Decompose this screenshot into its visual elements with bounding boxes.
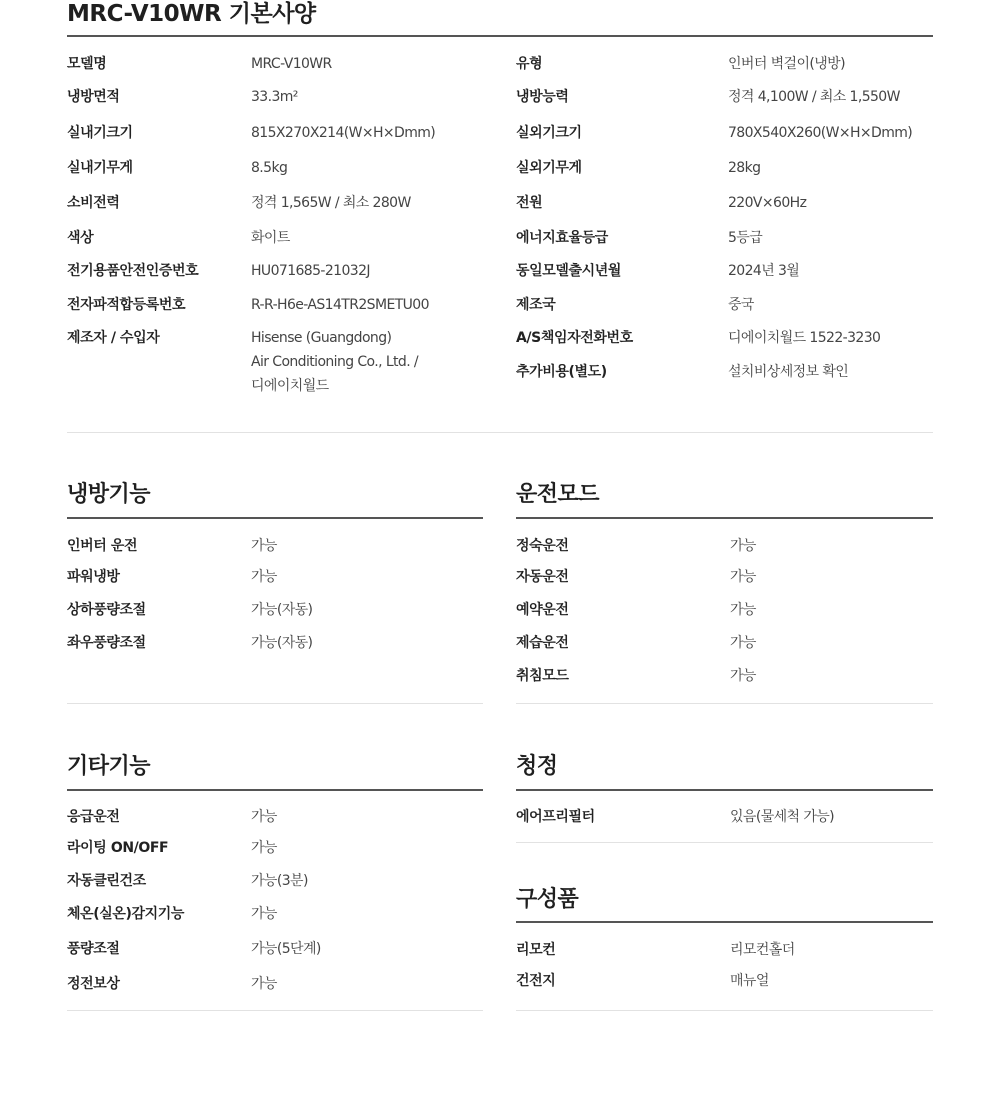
cooling-value-inverter: 가능 [251, 538, 277, 554]
parts-label-battery: 건전지 [516, 973, 556, 989]
spec-value-power-source: 220V×60Hz [728, 195, 807, 211]
etc-value-temp-sense: 가능 [251, 906, 277, 922]
clean-bottom-divider [516, 842, 933, 843]
cooling-value-vertical-airflow: 가능(자동) [251, 602, 313, 618]
title-divider [67, 35, 933, 37]
spec-value-cooling-capacity: 정격 4,100W / 최소 1,550W [728, 89, 900, 105]
section-divider-cooling [67, 517, 483, 519]
spec-label-indoor-size: 실내기크기 [67, 125, 133, 141]
etc-label-airflow: 풍량조절 [67, 941, 120, 957]
etc-value-emergency: 가능 [251, 809, 277, 825]
etc-value-airflow: 가능(5단계) [251, 941, 321, 957]
spec-label-release-date: 동일모델출시년월 [516, 263, 621, 279]
spec-label-safety-cert: 전기용품안전인증번호 [67, 263, 199, 279]
spec-label-energy-grade: 에너지효율등급 [516, 230, 608, 246]
section-title-parts: 구성품 [516, 887, 579, 912]
spec-value-indoor-weight: 8.5kg [251, 160, 288, 176]
spec-value-outdoor-size: 780X540X260(W×H×Dmm) [728, 125, 913, 141]
section-divider-clean [516, 789, 933, 791]
parts-value-manual: 매뉴얼 [730, 973, 769, 989]
etc-label-emergency: 응급운전 [67, 809, 120, 825]
spec-value-energy-grade: 5등급 [728, 230, 763, 246]
spec-label-country: 제조국 [516, 297, 556, 313]
spec-label-power-source: 전원 [516, 195, 543, 211]
spec-value-safety-cert: HU071685-21032J [251, 263, 370, 279]
spec-value-release-date: 2024년 3월 [728, 263, 800, 279]
mode-bottom-divider [516, 703, 933, 704]
spec-label-outdoor-size: 실외기크기 [516, 125, 582, 141]
section-title-clean: 청정 [516, 754, 558, 779]
spec-value-extra-cost: 설치비상세정보 확인 [728, 364, 849, 380]
spec-value-power: 정격 1,565W / 최소 280W [251, 195, 411, 211]
mode-value-quiet: 가능 [730, 538, 756, 554]
cooling-value-power-cooling: 가능 [251, 569, 277, 585]
mode-value-dehumidify: 가능 [730, 635, 756, 651]
spec-value-manufacturer-line2: Air Conditioning Co., Ltd. / [251, 354, 419, 370]
spec-label-cooling-capacity: 냉방능력 [516, 89, 569, 105]
mode-label-dehumidify: 제습운전 [516, 635, 569, 651]
spec-value-color: 화이트 [251, 230, 290, 246]
etc-label-power-failure: 정전보상 [67, 976, 120, 992]
spec-value-model: MRC-V10WR [251, 56, 332, 72]
mode-label-auto: 자동운전 [516, 569, 569, 585]
section-divider-mode [516, 517, 933, 519]
spec-value-outdoor-weight: 28kg [728, 160, 761, 176]
mode-value-reservation: 가능 [730, 602, 756, 618]
spec-label-extra-cost: 추가비용(별도) [516, 364, 607, 380]
section-divider-etc [67, 789, 483, 791]
parts-value-remote-holder: 리모컨홀더 [730, 942, 795, 958]
spec-label-indoor-weight: 실내기무게 [67, 160, 133, 176]
mode-label-quiet: 정숙운전 [516, 538, 569, 554]
spec-label-type: 유형 [516, 56, 543, 72]
cooling-label-inverter: 인버터 운전 [67, 538, 138, 554]
spec-value-manufacturer-line1: Hisense (Guangdong) [251, 330, 392, 346]
etc-label-temp-sense: 체온(실온)감지기능 [67, 906, 184, 922]
etc-value-auto-clean: 가능(3분) [251, 873, 308, 889]
spec-label-area: 냉방면적 [67, 89, 120, 105]
cooling-label-vertical-airflow: 상하풍량조절 [67, 602, 146, 618]
spec-label-emc-reg: 전자파적합등록번호 [67, 297, 186, 313]
cooling-bottom-divider [67, 703, 483, 704]
spec-label-power: 소비전력 [67, 195, 120, 211]
clean-value-filter: 있음(물세척 가능) [730, 809, 835, 825]
spec-value-type: 인버터 벽걸이(냉방) [728, 56, 845, 72]
section-divider-parts [516, 921, 933, 923]
section-title-etc: 기타기능 [67, 754, 151, 779]
cooling-value-horizontal-airflow: 가능(자동) [251, 635, 313, 651]
spec-label-model: 모델명 [67, 56, 107, 72]
spec-value-manufacturer-line3: 디에이치월드 [251, 378, 329, 394]
spec-label-color: 색상 [67, 230, 94, 246]
etc-value-power-failure: 가능 [251, 976, 277, 992]
etc-label-auto-clean: 자동클린건조 [67, 873, 146, 889]
basic-spec-bottom-divider [67, 432, 933, 433]
spec-value-emc-reg: R-R-H6e-AS14TR2SMETU00 [251, 297, 429, 313]
section-title-cooling: 냉방기능 [67, 482, 151, 507]
etc-value-lighting: 가능 [251, 840, 277, 856]
mode-value-sleep: 가능 [730, 668, 756, 684]
spec-value-as-phone: 디에이치월드 1522-3230 [728, 330, 881, 346]
spec-label-as-phone: A/S책임자전화번호 [516, 330, 633, 346]
spec-value-area: 33.3m² [251, 89, 298, 105]
spec-value-country: 중국 [728, 297, 754, 313]
mode-value-auto: 가능 [730, 569, 756, 585]
etc-label-lighting: 라이팅 ON/OFF [67, 840, 169, 856]
page-title: MRC-V10WR 기본사양 [67, 1, 316, 27]
section-title-mode: 운전모드 [516, 482, 600, 507]
etc-bottom-divider [67, 1010, 483, 1011]
spec-value-indoor-size: 815X270X214(W×H×Dmm) [251, 125, 436, 141]
spec-label-outdoor-weight: 실외기무게 [516, 160, 582, 176]
mode-label-reservation: 예약운전 [516, 602, 569, 618]
parts-bottom-divider [516, 1010, 933, 1011]
parts-label-remote: 리모컨 [516, 942, 556, 958]
cooling-label-horizontal-airflow: 좌우풍량조절 [67, 635, 146, 651]
mode-label-sleep: 취침모드 [516, 668, 569, 684]
cooling-label-power-cooling: 파워냉방 [67, 569, 120, 585]
clean-label-filter: 에어프리필터 [516, 809, 595, 825]
spec-label-manufacturer: 제조자 / 수입자 [67, 330, 160, 346]
